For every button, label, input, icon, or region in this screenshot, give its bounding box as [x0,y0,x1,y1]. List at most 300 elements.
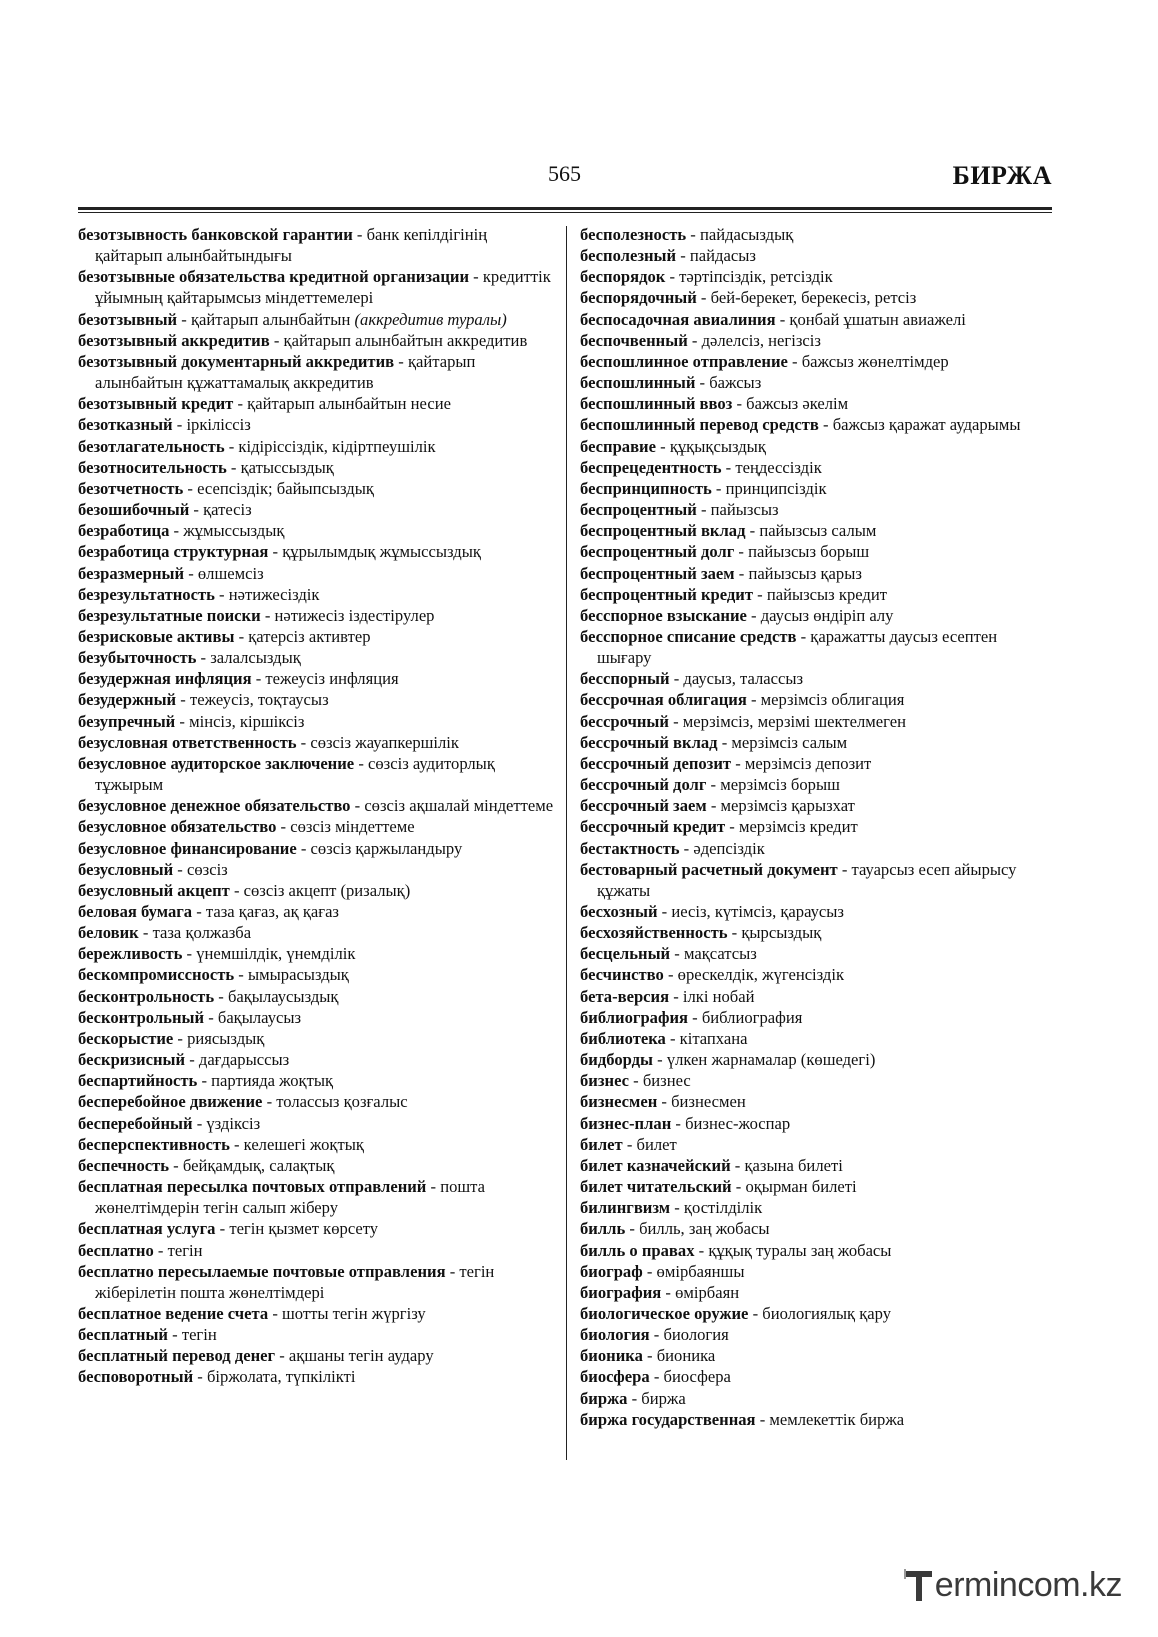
dictionary-entry [580,732,1052,753]
dictionary-entry [78,1028,554,1049]
entry-definition: пайдасыздық [699,225,794,244]
entry-separator: - [731,1177,746,1197]
dictionary-entry [580,1028,1052,1049]
entry-separator: - [787,351,802,371]
entry-term: безусловное аудиторское заключение [78,753,355,773]
entry-term: безудержный [78,690,177,710]
entry-definition: бизнесмен [671,1092,746,1112]
entry-separator: - [694,1240,709,1260]
dictionary-entry [580,689,1052,710]
dictionary-entry [78,605,554,626]
entry-term: безотлагательность [78,436,225,456]
entry-definition: қайтарып алынбайтын несие [247,394,451,414]
entry-definition: сөзсіз [186,859,228,879]
entry-separator: - [642,1346,657,1366]
entry-definition: үнемшілдік, үнемділік [196,944,356,964]
entry-definition: теңдессіздік [735,457,822,477]
entry-term: беспрецедентность [580,457,722,477]
entry-definition: пайызсыз салым [759,521,877,541]
dictionary-entry [580,1409,1052,1430]
dictionary-entry [580,668,1052,689]
entry-separator: - [717,732,732,752]
entry-definition: пайызсыз [710,500,779,520]
entry-separator: - [665,267,680,287]
entry-definition: нәтижесіздік [228,584,320,604]
entry-definition: мерзімсіз қарызхат [720,796,855,816]
entry-term: беловик [78,923,139,943]
entry-term: биологическое оружие [580,1303,749,1323]
entry-term: безусловная ответственность [78,732,297,752]
entry-separator: - [671,1113,686,1133]
entry-term: бесконтрольный [78,1007,205,1027]
dictionary-entry [78,732,554,753]
dictionary-entry [580,541,1052,562]
entry-definition: қостілділік [683,1198,763,1218]
dictionary-entry [580,478,1052,499]
entry-definition: өмірбаян [675,1282,740,1302]
entry-definition: мінсіз, кіршіксіз [189,711,305,731]
entry-separator: - [268,1303,283,1323]
dictionary-entry [580,1240,1052,1261]
dictionary-entry [78,943,554,964]
dictionary-entry [580,1049,1052,1070]
dictionary-entry [78,266,554,308]
entry-definition: бажсыз жөнелтімдер [801,351,949,371]
entry-term: беспошлинный перевод средств [580,415,819,435]
page-number: 565 [548,161,581,186]
dictionary-entry [580,1197,1052,1218]
entry-definition: пайдасыз [689,246,756,266]
entry-definition: пошта жөнелтімдерін тегін салып жіберу [95,1177,485,1218]
dictionary-entry [580,1388,1052,1409]
entry-definition: жұмыссыздық [183,521,285,541]
entry-separator: - [192,1113,207,1133]
entry-definition: тежеусіз, тоқтаусыз [189,690,329,710]
entry-definition: мақсатсыз [683,944,757,964]
entry-term: безработица [78,521,170,541]
entry-definition: мерзімсіз, мерзімі шектелмеген [682,711,906,731]
entry-definition: тауарсыз есеп айырысу құжаты [597,859,1017,900]
entry-term: бесспорное взыскание [580,605,747,625]
entry-definition: қайтарып алынбайтын [190,309,351,329]
entry-separator: - [354,753,368,773]
dictionary-entry [78,1176,554,1218]
entry-definition: сөзсіз қаржыландыру [310,838,463,858]
entry-term: безотносительность [78,457,227,477]
entry-separator: - [176,690,190,710]
entry-definition: қатыссыздық [240,457,334,477]
watermark-text: ermincom.kz [934,1566,1122,1604]
dictionary-entry [78,880,554,901]
entry-term: бескорыстие [78,1028,174,1048]
entry-term: безотзывный аккредитив [78,330,270,350]
dictionary-entry [580,287,1052,308]
entry-term: бесполезный [580,246,677,266]
entry-definition: кідіріссіздік, кідіртпеушілік [238,436,436,456]
entry-definition: тегін жіберілетін пошта жөнелтімдері [95,1261,495,1302]
header-rule-thin [78,212,1052,213]
entry-term: беспроцентный [580,500,697,520]
entry-term: безусловный [78,859,174,879]
dictionary-entry [78,1324,554,1345]
entry-separator: - [649,1367,664,1387]
entry-definition: таза қолжазба [152,923,252,943]
dictionary-entry [78,1261,554,1303]
entry-term: беспартийность [78,1071,198,1091]
entry-separator: - [627,1388,642,1408]
dictionary-entry [78,689,554,710]
entry-separator: - [183,478,198,498]
entry-term: безотзывные обязательства кредитной организации [78,267,470,287]
dictionary-entry [580,1282,1052,1303]
entry-definition: тегін [167,1240,203,1260]
entry-separator: - [656,436,670,456]
entry-definition: шотты тегін жүргізу [282,1303,426,1323]
dictionary-entry [78,1134,554,1155]
entry-separator: - [185,1050,199,1070]
entry-separator: - [189,500,204,520]
entry-term: бесплатный перевод денег [78,1346,276,1366]
entry-term: бессрочный заем [580,796,707,816]
entry-separator: - [153,1240,168,1260]
entry-term: билет читательский [580,1177,732,1197]
entry-definition: дағдарыссыз [198,1050,290,1070]
entry-separator: - [669,669,684,689]
entry-definition: құрылымдық жұмыссыздық [282,542,481,562]
dictionary-entry [78,795,554,816]
entry-term: бизнесмен [580,1092,658,1112]
dictionary-entry [580,1345,1052,1366]
entry-separator: - [696,500,711,520]
entry-separator: - [215,1219,230,1239]
entry-term: бессрочный вклад [580,732,718,752]
entry-separator: - [731,753,745,773]
entry-definition: мерзімсіз депозит [744,753,872,773]
dictionary-entry [580,901,1052,922]
dictionary-entry [580,711,1052,732]
entry-term: безотзывный документарный аккредитив [78,351,395,371]
entry-separator: - [233,394,248,414]
entry-separator: - [269,330,284,350]
entry-definition: библиография [701,1007,803,1027]
entry-term: билингвизм [580,1198,671,1218]
entry-separator: - [688,1007,702,1027]
entry-definition: ілкі нобай [682,986,755,1006]
entry-term: бесцельный [580,944,671,964]
entry-separator: - [426,1177,441,1197]
entry-definition: биосфера [663,1367,731,1387]
entry-separator: - [214,986,228,1006]
entry-definition: кредиттік ұйымның қайтарымсыз міндеттемелері [95,267,551,308]
dictionary-entry [580,520,1052,541]
entry-definition: ақшаны тегін аудару [288,1346,434,1366]
entry-definition: құқық туралы заң жобасы [708,1240,892,1260]
dictionary-entry [580,838,1052,859]
dictionary-entry [78,1070,554,1091]
entry-term: беспорядок [580,267,666,287]
entry-term: бестоварный расчетный документ [580,859,838,879]
entry-definition: дәлелсіз, негізсіз [701,330,821,350]
dictionary-entry [580,457,1052,478]
dictionary-entry [580,1091,1052,1112]
dictionary-entry [580,224,1052,245]
dictionary-entry [78,1049,554,1070]
dictionary-entry [580,266,1052,287]
dictionary-entry [78,541,554,562]
dictionary-entry [78,964,554,985]
dictionary-entry [78,563,554,584]
entry-separator: - [670,1198,684,1218]
dictionary-entry [580,795,1052,816]
entry-separator: - [296,838,311,858]
entry-definition: даусыз, талассыз [683,669,804,689]
entry-term: бессрочный депозит [580,753,732,773]
dictionary-entry [78,478,554,499]
dictionary-entry [580,499,1052,520]
entry-definition: мерзімсіз облигация [760,690,905,710]
entry-term: биржа [580,1388,628,1408]
entry-term: бесхозяйственность [580,923,728,943]
entry-definition: биржа [641,1388,686,1408]
entry-separator: - [670,944,684,964]
entry-term: беспочвенный [580,330,688,350]
entry-definition: бизнес [642,1071,691,1091]
entry-separator: - [706,796,721,816]
entry-definition: қайтарып алынбайтын аккредитив [283,330,528,350]
entry-separator: - [649,1325,664,1345]
entry-term: билет казначейский [580,1155,731,1175]
dictionary-entry [78,838,554,859]
entry-separator: - [262,1092,277,1112]
entry-definition: бей-берекет, берекесіз, ретсіз [710,288,917,308]
watermark [904,1566,1122,1605]
dictionary-entry [78,1240,554,1261]
dictionary-entry [78,351,554,393]
entry-term: безотзывность банковской гарантии [78,225,353,244]
dictionary-entry [580,1176,1052,1197]
entry-separator: - [679,838,694,858]
dictionary-entry [78,901,554,922]
entry-separator: - [172,415,187,435]
dictionary-entry [580,1155,1052,1176]
entry-definition: сөзсіз акцепт (ризалық) [243,880,411,900]
entry-term: безусловное обязательство [78,817,277,837]
entry-term: безрисковые активы [78,626,235,646]
entry-term: беловая бумага [78,902,193,921]
entry-definition: өлшемсіз [197,563,264,583]
entry-separator: - [642,1261,657,1281]
entry-separator: - [653,1050,667,1070]
entry-term: библиотека [580,1028,666,1048]
entry-definition: принципсіздік [725,478,827,498]
dictionary-entry [580,309,1052,330]
entry-separator: - [755,1409,770,1429]
entry-term: беспорядочный [580,288,697,308]
entry-term: безусловное финансирование [78,838,297,858]
dictionary-entry [580,943,1052,964]
entry-separator: - [175,711,190,731]
entry-definition: әдепсіздік [693,838,765,858]
dictionary-entry [78,986,554,1007]
dictionary-entry [580,414,1052,435]
dictionary-entry [580,774,1052,795]
entry-term: билль о правах [580,1240,695,1260]
dictionary-entry [78,1345,554,1366]
entry-definition: риясыздық [187,1028,265,1048]
entry-definition: банк кепілдігінің қайтарып алынбайтындығы [95,225,488,266]
dictionary-entry [580,393,1052,414]
entry-definition: қаражатты даусыз есептен шығару [597,626,998,668]
entry-separator: - [173,859,187,879]
entry-separator: - [192,902,206,921]
entry-separator: - [169,521,184,541]
entry-separator: - [229,1134,244,1154]
entry-definition: залалсыздық [210,648,301,668]
entry-separator: - [668,711,683,731]
entry-definition: оқырман билеті [745,1177,857,1197]
entry-separator: - [196,648,211,668]
entry-separator: - [275,1346,289,1366]
entry-term: бесправие [580,436,656,456]
entry-separator: - [753,584,767,604]
entry-definition: біржолата, түпкілікті [206,1367,356,1387]
entry-definition: іркіліссіз [186,415,251,435]
entry-separator: - [661,1282,676,1302]
dictionary-entry [580,816,1052,837]
dictionary-entry [78,309,554,330]
entry-term: беспосадочная авиалиния [580,309,776,329]
entry-separator: - [167,1325,182,1345]
dictionary-entry [580,372,1052,393]
entry-term: бесперебойное движение [78,1092,263,1112]
entry-definition: сөзсіз ақшалай міндеттеме [364,796,554,816]
entry-separator: - [234,626,249,646]
entry-separator: - [276,817,291,837]
entry-definition: бақылаусыздық [227,986,339,1006]
dictionary-entry [580,436,1052,457]
dictionary-entry [78,859,554,880]
entry-separator: - [686,225,700,244]
left-column [78,224,554,1388]
entry-definition: қырсыздық [741,923,822,943]
entry-term: безудержная инфляция [78,669,252,689]
entry-term: бессрочная облигация [580,690,747,710]
entry-term: бесконтрольность [78,986,215,1006]
entry-term: бесперспективность [78,1134,230,1154]
entry-separator: - [730,1155,745,1175]
entry-definition: мерзімсіз борыш [720,775,840,795]
entry-term: беспроцентный вклад [580,521,746,541]
dictionary-entry [78,1155,554,1176]
entry-separator: - [350,796,365,816]
entry-definition: партияда жоқтық [211,1071,334,1091]
dictionary-entry [580,1218,1052,1239]
entry-term: бесплатная услуга [78,1219,216,1239]
entry-separator: - [837,859,852,879]
entry-definition: бажсыз [709,373,762,393]
entry-definition: сөзсіз аудиторлық тұжырым [95,753,495,795]
dictionary-entry [580,1261,1052,1282]
entry-term: биржа государственная [580,1409,756,1429]
dictionary-entry [78,584,554,605]
entry-definition: өрескелдік, жүгенсіздік [677,965,845,985]
entry-separator: - [745,521,760,541]
entry-separator: - [625,1219,640,1239]
entry-term: беспошлинное отправление [580,351,788,371]
entry-term: бессрочный долг [580,775,707,795]
entry-term: биограф [580,1261,643,1281]
entry-separator: - [706,775,721,795]
entry-separator: - [669,986,683,1006]
dictionary-entry [580,1113,1052,1134]
entry-definition: үздіксіз [206,1113,261,1133]
entry-term: беспроцентный долг [580,542,735,562]
entry-separator: - [818,415,833,435]
entry-separator: - [734,563,749,583]
entry-term: бесполезность [580,225,687,244]
entry-definition: бейқамдық, салақтық [182,1155,335,1175]
right-column [580,224,1052,1430]
entry-term: бизнес-план [580,1113,672,1133]
entry-separator: - [734,542,749,562]
dictionary-entry [78,520,554,541]
dictionary-entry [580,986,1052,1007]
entry-separator: - [732,394,747,414]
entry-term: беспечность [78,1155,170,1175]
dictionary-entry [78,1007,554,1028]
entry-term: бета-версия [580,986,670,1006]
entry-separator: - [746,605,761,625]
entry-separator: - [622,1134,637,1154]
entry-separator: - [169,1155,183,1175]
entry-separator: - [193,1367,207,1387]
entry-term: бесплатный [78,1325,168,1345]
entry-definition: пайызсыз борыш [748,542,870,562]
entry-separator: - [629,1071,643,1091]
entry-term: бережливость [78,944,183,964]
entry-separator: - [229,880,244,900]
entry-note: (аккредитив туралы) [354,309,507,329]
entry-separator: - [469,267,483,287]
entry-definition: өмірбаяншы [656,1261,745,1281]
entry-term: бескризисный [78,1050,186,1070]
entry-definition: ымырасыздық [247,965,349,985]
entry-separator: - [657,1092,672,1112]
entry-definition: қатерсіз активтер [248,626,371,646]
dictionary-entry [78,457,554,478]
entry-definition: билль, заң жобасы [639,1219,770,1239]
dictionary-entry [78,922,554,943]
column-divider [566,226,567,1460]
entry-term: беспроцентный заем [580,563,735,583]
entry-term: билет [580,1134,623,1154]
entry-definition: мерзімсіз кредит [738,817,858,837]
entry-term: безусловный акцепт [78,880,230,900]
entry-separator: - [796,626,811,646]
entry-definition: нәтижесіз іздестірулер [274,605,435,625]
entry-definition: қатесіз [203,500,252,520]
entry-term: бесперебойный [78,1113,193,1133]
entry-term: билль [580,1219,626,1239]
entry-term: безразмерный [78,563,185,583]
entry-separator: - [695,373,710,393]
entry-term: безотзывный [78,309,178,329]
dictionary-entry [580,351,1052,372]
entry-term: безрезультатность [78,584,215,604]
entry-definition: есепсіздік; байыпсыздық [197,478,374,498]
entry-term: беспроцентный кредит [580,584,754,604]
dictionary-entry [78,436,554,457]
